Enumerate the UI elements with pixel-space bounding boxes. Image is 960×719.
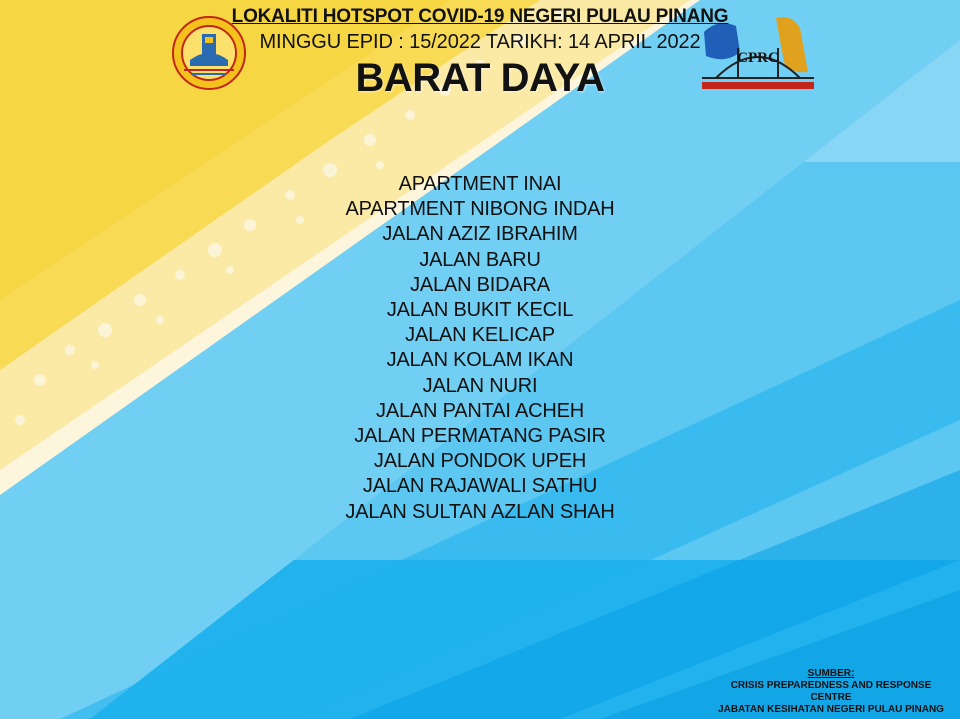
source-credit bbox=[716, 668, 946, 716]
list-item: JALAN SULTAN AZLAN SHAH bbox=[345, 500, 615, 523]
list-item: JALAN BUKIT KECIL bbox=[386, 299, 574, 322]
list-item: JALAN RAJAWALI SATHU bbox=[362, 475, 598, 498]
list-item: JALAN NURI bbox=[422, 374, 538, 397]
list-item: JALAN KOLAM IKAN bbox=[386, 349, 574, 372]
list-item: JALAN BIDARA bbox=[410, 273, 550, 296]
source-label: SUMBER: bbox=[807, 668, 855, 679]
source-line-1: CRISIS PREPAREDNESS AND RESPONSE bbox=[730, 680, 932, 691]
list-item: JALAN KELICAP bbox=[405, 324, 555, 347]
list-item: JALAN AZIZ IBRAHIM bbox=[382, 223, 578, 246]
district-name: BARAT DAYA bbox=[355, 56, 605, 100]
epid-week-date: MINGGU EPID : 15/2022 TARIKH: 14 APRIL 2022 bbox=[259, 31, 701, 53]
page-title: LOKALITI HOTSPOT COVID-19 NEGERI PULAU PINANG bbox=[231, 6, 729, 27]
list-item: JALAN PERMATANG PASIR bbox=[354, 425, 606, 448]
source-line-2: CENTRE bbox=[810, 692, 852, 703]
list-item: JALAN PONDOK UPEH bbox=[373, 450, 587, 473]
list-item: APARTMENT INAI bbox=[398, 173, 562, 195]
cprc-logo-text: CPRC bbox=[737, 50, 779, 66]
list-item: APARTMENT NIBONG INDAH bbox=[345, 198, 615, 221]
source-line-3: JABATAN KESIHATAN NEGERI PULAU PINANG bbox=[718, 704, 944, 715]
list-item: JALAN PANTAI ACHEH bbox=[376, 399, 584, 422]
list-item: JALAN BARU bbox=[419, 248, 541, 271]
hotspot-location-list bbox=[0, 172, 960, 525]
